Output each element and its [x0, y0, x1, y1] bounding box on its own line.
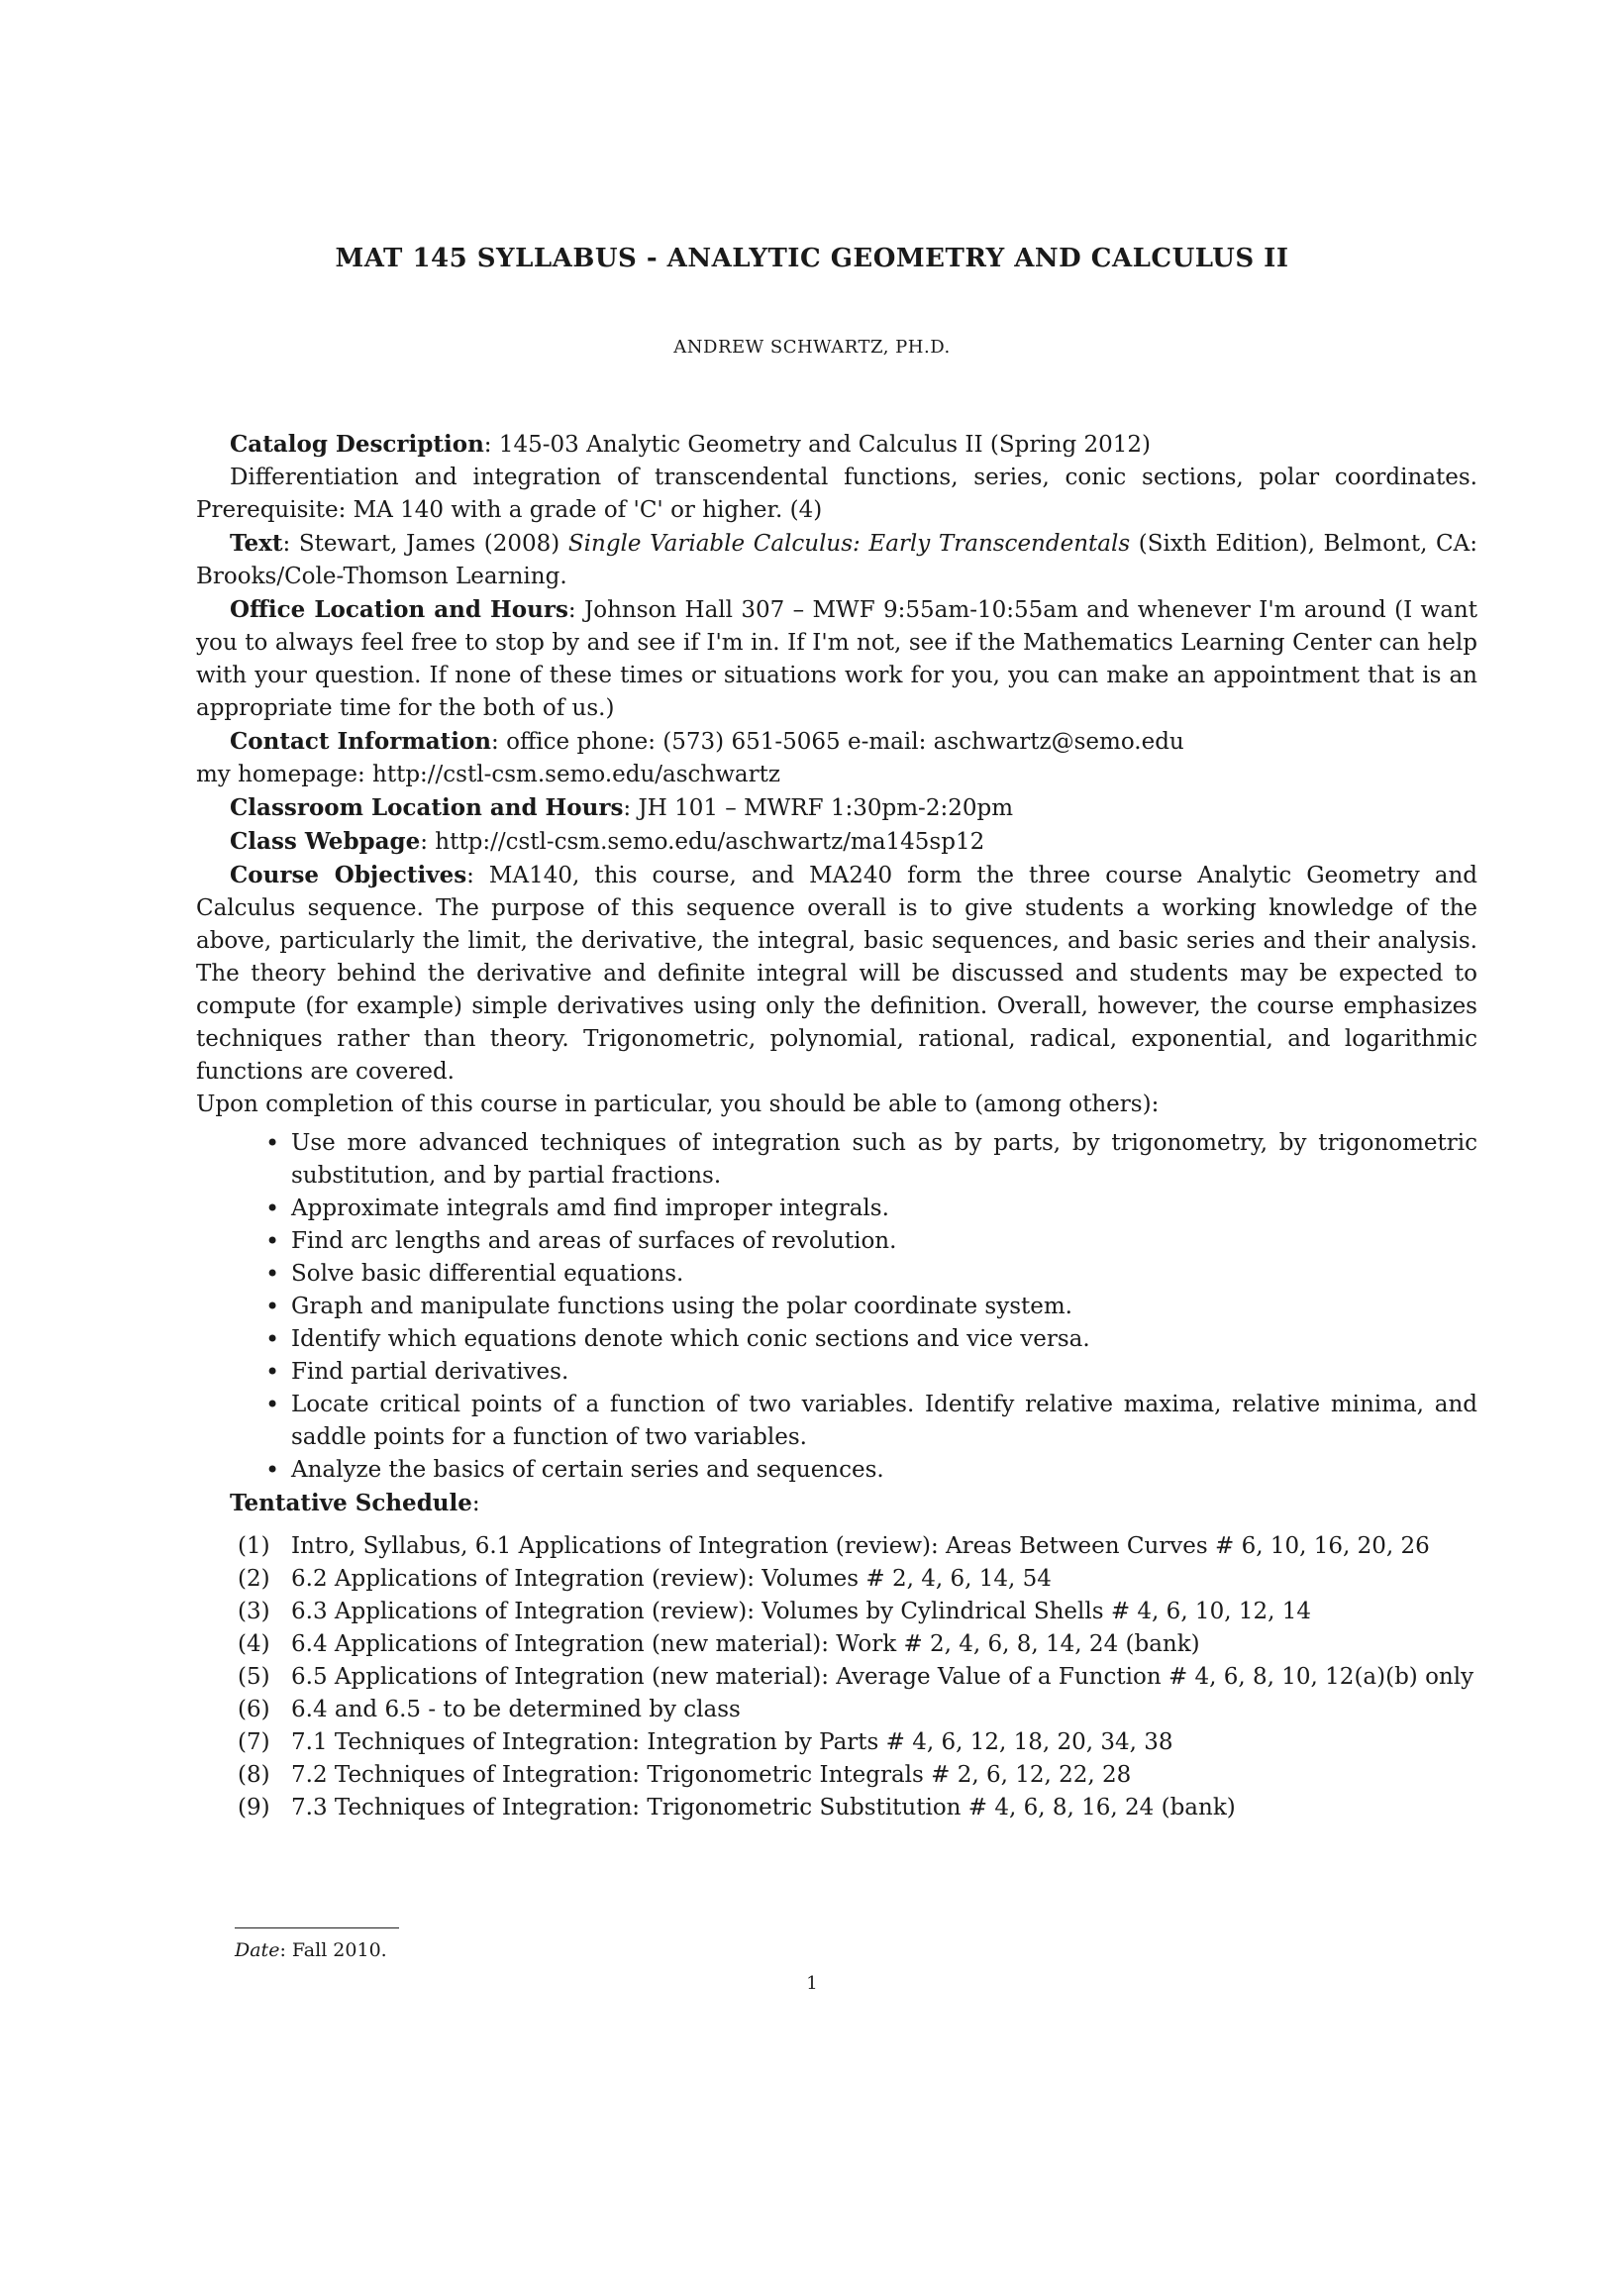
catalog-description: Differentiation and integration of transcendental functions, series, conic sections, polar coordinates. Prerequisite: MA 140 with a grade of 'C' or higher. (4)	[196, 465, 1477, 523]
list-item: • Use more advanced techniques of integration such as by parts, by trigonometry, by trigonometric substitution, and by partial fractions.	[291, 1127, 1477, 1193]
item-number: (5)	[238, 1664, 270, 1690]
item-number: (3)	[238, 1599, 270, 1624]
contact-text: : office phone: (573) 651-5065 e-mail: aschwartz@semo.edu	[491, 729, 1184, 755]
schedule-label: Tentative Schedule	[230, 1490, 472, 1516]
item-text: Intro, Syllabus, 6.1 Applications of Integration (review): Areas Between Curves # 6, 10, 16, 20, 26	[291, 1533, 1430, 1559]
list-item	[238, 1759, 1477, 1792]
list-item	[238, 1694, 1477, 1726]
homepage-line: my homepage: http://cstl-csm.semo.edu/aschwartz	[196, 762, 780, 787]
list-item: • Solve basic differential equations.	[291, 1258, 1477, 1291]
office-text: : Johnson Hall 307 – MWF 9:55am-10:55am and whenever I'm around (I want you to always feel free to stop by and see if I'm in. If I'm not, see if the Mathematics Learning Center can help with your question. If none of these times or situations work for you, you can make an appointment that is an appropriate time for the both of us.)	[196, 597, 1477, 721]
schedule-colon: :	[471, 1491, 480, 1516]
objectives-text: : MA140, this course, and MA240 form the three course Analytic Geometry and Calculus sequence. The purpose of this sequence overall is to give students a working knowledge of the above, particularly the limit, the derivative, the integral, basic sequences, and basic series and their analysis. The theory behind the derivative and definite integral will be discussed and students may be expected to compute (for example) simple derivatives using only the definition. Overall, however, the course emphasizes techniques rather than theory. Trigonometric, polynomial, rational, radical, exponential, and logarithmic functions are covered.	[196, 863, 1477, 1085]
webpage-text: : http://cstl-csm.semo.edu/aschwartz/ma145sp12	[420, 829, 985, 855]
list-item: • Locate critical points of a function of two variables. Identify relative maxima, relative minima, and saddle points for a function of two variables.	[291, 1389, 1477, 1454]
item-text: 7.1 Techniques of Integration: Integration by Parts # 4, 6, 12, 18, 20, 34, 38	[291, 1729, 1173, 1755]
office-paragraph	[196, 593, 1477, 725]
list-item: • Analyze the basics of certain series and sequences.	[291, 1454, 1477, 1487]
schedule-heading	[196, 1487, 1477, 1520]
catalog-heading	[196, 428, 1477, 462]
item-text: 6.5 Applications of Integration (new material): Average Value of a Function # 4, 6, 8, 10, 12(a)(b) only	[291, 1664, 1474, 1690]
item-text: 6.4 Applications of Integration (new material): Work # 2, 4, 6, 8, 14, 24 (bank)	[291, 1631, 1200, 1657]
document-title: MAT 145 SYLLABUS - ANALYTIC GEOMETRY AND CALCULUS II	[335, 244, 1289, 273]
item-number: (4)	[238, 1631, 270, 1657]
list-item	[238, 1530, 1477, 1563]
list-item: • Find arc lengths and areas of surfaces of revolution.	[291, 1225, 1477, 1258]
item-number: (1)	[238, 1533, 270, 1559]
footnote-rule	[235, 1927, 399, 1928]
schedule-list	[196, 1530, 1477, 1824]
item-number: (9)	[238, 1795, 270, 1820]
office-label: Office Location and Hours	[230, 596, 568, 623]
page-number: 1	[806, 1973, 818, 1994]
contact-paragraph	[196, 725, 1477, 759]
list-item	[238, 1792, 1477, 1824]
objectives-paragraph	[196, 859, 1477, 1089]
webpage-label: Class Webpage	[230, 828, 421, 855]
footnote-text: : Fall 2010.	[279, 1939, 387, 1961]
list-item: • Identify which equations denote which conic sections and vice versa.	[291, 1323, 1477, 1356]
objectives-label: Course Objectives	[230, 862, 467, 888]
list-item	[238, 1628, 1477, 1661]
document-body	[196, 428, 1477, 1824]
webpage-paragraph	[196, 825, 1477, 859]
list-item	[238, 1596, 1477, 1628]
item-text: 6.2 Applications of Integration (review): Volumes # 2, 4, 6, 14, 54	[291, 1566, 1052, 1592]
classroom-text: : JH 101 – MWRF 1:30pm-2:20pm	[623, 795, 1014, 821]
contact-label: Contact Information	[230, 728, 492, 755]
objectives-list	[196, 1127, 1477, 1487]
classroom-label: Classroom Location and Hours	[230, 794, 624, 821]
item-number: (7)	[238, 1729, 270, 1755]
objectives-intro: Upon completion of this course in particular, you should be able to (among others):	[196, 1092, 1160, 1117]
item-text: 6.3 Applications of Integration (review): Volumes by Cylindrical Shells # 4, 6, 10, 12, 14	[291, 1599, 1311, 1624]
item-number: (6)	[238, 1697, 270, 1722]
text-before: : Stewart, James (2008)	[282, 531, 568, 557]
item-text: 7.2 Techniques of Integration: Trigonometric Integrals # 2, 6, 12, 22, 28	[291, 1762, 1132, 1788]
list-item: • Find partial derivatives.	[291, 1356, 1477, 1389]
text-paragraph	[196, 527, 1477, 593]
list-item: • Graph and manipulate functions using the polar coordinate system.	[291, 1291, 1477, 1323]
list-item	[238, 1726, 1477, 1759]
footnote	[235, 1939, 387, 1961]
list-item	[238, 1661, 1477, 1694]
classroom-paragraph	[196, 791, 1477, 825]
item-number: (2)	[238, 1566, 270, 1592]
item-number: (8)	[238, 1762, 270, 1788]
catalog-heading-text: : 145-03 Analytic Geometry and Calculus II (Spring 2012)	[483, 432, 1152, 458]
catalog-label: Catalog Description	[230, 431, 484, 458]
text-label: Text	[230, 530, 283, 557]
footnote-label: Date	[235, 1939, 280, 1961]
item-text: 7.3 Techniques of Integration: Trigonometric Substitution # 4, 6, 8, 16, 24 (bank)	[291, 1795, 1236, 1820]
text-after: (Sixth Edition), Belmont, CA: Brooks/Cole-Thomson Learning.	[196, 531, 1477, 589]
list-item: • Approximate integrals amd find improper integrals.	[291, 1193, 1477, 1225]
item-text: 6.4 and 6.5 - to be determined by class	[291, 1697, 741, 1722]
textbook-title: Single Variable Calculus: Early Transcendentals	[567, 531, 1131, 557]
list-item	[238, 1563, 1477, 1596]
author-name: ANDREW SCHWARTZ, PH.D.	[673, 337, 951, 358]
